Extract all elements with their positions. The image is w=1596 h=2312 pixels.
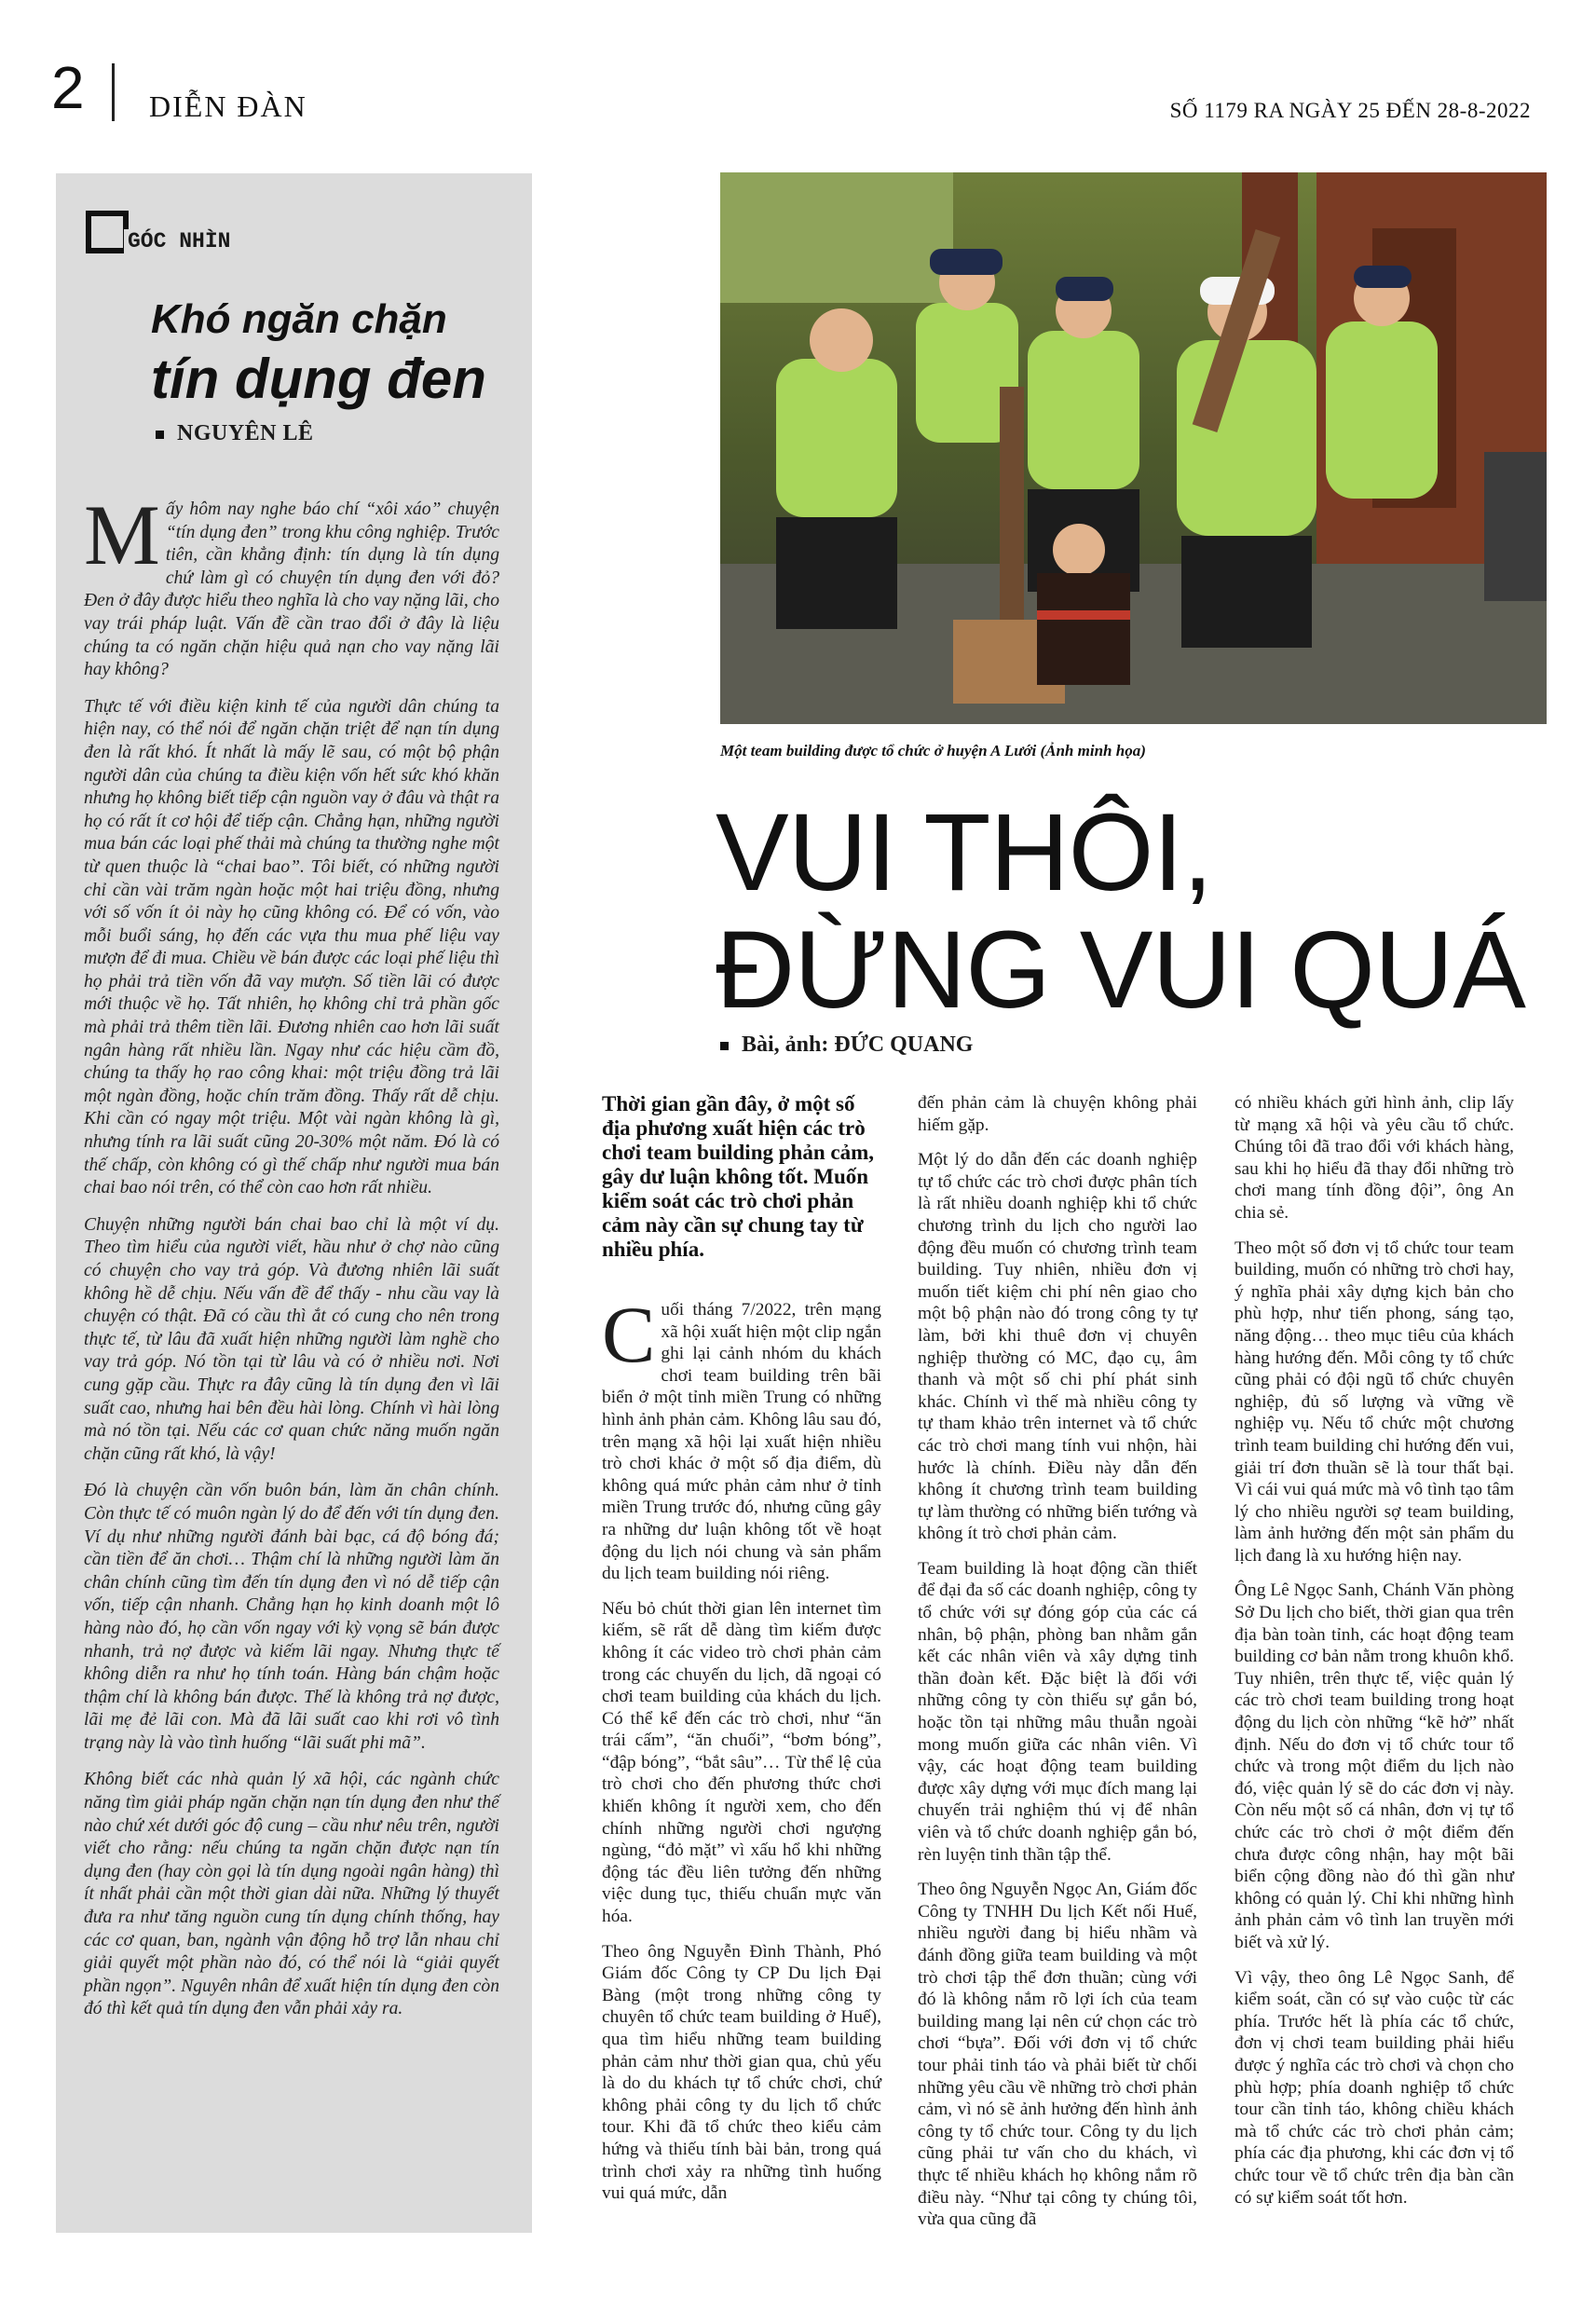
sidebar-paragraph: Không biết các nhà quản lý xã hội, các ngành chức năng tìm giải pháp ngăn chặn nạn tín dụng đen như thế nào chứ xét dưới góc độ cung – cầu như nêu trên, người viết cho rằng: nếu chúng ta ngăn chặn được nạn tín dụng đen (hay còn gọi là tín dụng ngoài ngân hàng) thì ít nhất phải cần một thời gian dài nữa. Những lý thuyết đưa ra như tăng nguồn cung tín dụng chính thống, hay các cơ quan, ban, ngành vận động hỗ trợ lẫn nhau chỉ giải quyết một phần nào đó, có thể nói là “giải quyết phần ngọn”. Nguyên nhân để xuất hiện tín dụng đen còn đó thì kết quả tín dụng đen vẫn phải xảy ra. <box>84 1770 499 2019</box>
sidebar-dropcap: M <box>84 487 160 582</box>
team-building-photo-illustration <box>720 172 1547 724</box>
column-logo-square-icon <box>86 211 129 253</box>
article-column-3 <box>1235 1092 1514 2222</box>
article-dropcap: C <box>602 1290 656 1379</box>
header-divider <box>112 63 115 121</box>
article-paragraph: Theo ông Nguyễn Ngọc An, Giám đốc Công ty TNHH Du lịch Kết nối Huế, nhiều người đang bị hiểu nhầm và đánh đồng giữa team building và một trò chơi tập thể đơn thuần; cùng với đó là không nắm rõ lợi ích của team building mang lại nên cứ chọn các trò chơi “bựa”. Đối với đơn vị tổ chức tour phải tinh táo và phải biết từ chối những yêu cầu về những trò chơi phản cảm, vì nó sẽ ảnh hưởng đến hình ảnh công ty tổ chức tour. Công ty du lịch cũng phải tư vấn cho du khách, vì thực tế nhiều khách họ không nắm rõ điều này. “Như tại công ty chúng tôi, vừa qua cũng đã <box>918 1880 1197 2230</box>
issue-info: SỐ 1179 RA NGÀY 25 ĐẾN 28-8-2022 <box>1169 99 1531 122</box>
article-author: Bài, ảnh: ĐỨC QUANG <box>742 1033 974 1057</box>
article-lead: Thời gian gần đây, ở một số địa phương xuất hiện các trò chơi team building phản cảm, gây dư luận không tốt. Muốn kiểm soát các trò chơi phản cảm này cần sự chung tay từ nhiều phía. <box>602 1092 874 1261</box>
bullet-square-icon <box>156 431 164 439</box>
article-paragraph: Theo một số đơn vị tổ chức tour team building, muốn có những trò chơi hay, ý nghĩa phải xây dựng kịch bản cho phù hợp, như tiến phong, sáng tạo, năng động… theo mục tiêu của khách hàng hướng đến. Mỗi công ty tổ chức cũng phải có đội ngũ tổ chức chuyên nghiệp, đủ số lượng và vững về nghiệp vụ. Nếu tổ chức một chương trình team building chỉ hướng đến vui, giải trí đơn thuần sẽ là tour thất bại. Vì cái vui quá mức mà vô tình tạo tâm lý cho nhiều người sợ team building, làm ảnh hưởng đến một sản phẩm du lịch đang là xu hướng hiện nay. <box>1235 1238 1514 1566</box>
sidebar-paragraph: Đó là chuyện cần vốn buôn bán, làm ăn chân chính. Còn thực tế có muôn ngàn lý do để đến với tín dụng đen. Ví dụ như những người đánh bài bạc, cá độ bóng đá; cần tiền để ăn chơi… Thậm chí là những người làm ăn chân chính cũng tìm đến tín dụng đen vì nó dễ tiếp cận vốn, tiếp cận nhanh. Chẳng hạn họ kinh doanh một lô hàng nào đó, họ cần vốn ngay với kỳ vọng sẽ bán được nhanh, trả nợ được và kiếm lãi ngay. Nhưng thực tế không diễn ra như họ tính toán. Hàng bán chậm hoặc thậm chí là không bán được. Thế là không trả nợ được, lãi mẹ đẻ lãi con. Mà đã lãi suất cao khi rơi vô tình trạng này là vào tình huống “lãi suất phi mã”. <box>84 1481 499 1753</box>
article-paragraph: Nếu bỏ chút thời gian lên internet tìm kiếm, sẽ rất dễ dàng tìm kiếm được không ít các video trò chơi phản cảm trong các chuyến du lịch, dã ngoại có chơi team building của khách du lịch. Có thể kể đến các trò chơi, như “ăn trái cấm”, “ăn chuối”, “bơm bóng”, “đập bóng”, “bắt sâu”… Từ thể lệ của trò chơi cho đến phương thức chơi khiến không ít người xem, cho đến chính những người chơi ngượng ngùng, “đỏ mặt” vì xấu hổ khi những động tác đều liên tưởng đến những việc dung tục, thiếu chuẩn mực văn hóa. <box>602 1598 881 1927</box>
article-byline <box>720 1033 973 1058</box>
headline-line1: VUI THÔI, <box>716 791 1213 914</box>
sidebar-body <box>84 487 499 2035</box>
sidebar-title-line2: tín dụng đen <box>151 348 486 410</box>
article-headline <box>716 791 1525 1032</box>
bullet-square-icon <box>720 1042 729 1050</box>
headline-line2: ĐỪNG VUI QUÁ <box>716 909 1525 1032</box>
sidebar-byline <box>156 421 314 446</box>
sidebar-paragraph: Thực tế với điều kiện kinh tế của người dân chúng ta hiện nay, có thể nói để ngăn chặn triệt để nạn tín dụng đen là rất khó. Ít nhất là mấy lẽ sau, có một bộ phận người dân của chúng ta điều kiện vốn hết sức khó khăn nhưng họ không biết tiếp cận nguồn vay ở đâu và thật ra họ có rất ít cơ hội để tiếp cận. Chẳng hạn, những người mua bán các loại phế thải mà chúng ta thường nghe một từ quen thuộc là “chai bao”. Tôi biết, có những người chỉ cần vài trăm ngàn hoặc một hai triệu đồng, nhưng với số vốn ít ỏi này họ cũng không có. Để có vốn, vào mỗi buổi sáng, họ đến các vựa thu mua phế liệu vay mượn để đi mua. Chiều về bán được các loại phế liệu thì họ phải trả tiền vốn đã vay mượn. Số tiền lãi có được mới thuộc về họ. Tất nhiên, họ không chỉ trả phần gốc mà phải trả thêm tiền lãi. Đương nhiên cao hơn lãi suất ngân hàng rất nhiều lần. Ngay như các hiệu cầm đồ, chúng ta thấy họ rao công khai: một triệu đồng trả lãi một ngàn đồng, hoặc chín trăm đồng. Thấy rất dễ chịu. Khi cần có ngay một triệu. Một vài ngàn không là gì, nhưng tính ra lãi suất cũng 20-30% một năm. Đó là có thế chấp, còn không có gì thế chấp như người mua bán chai bao nói trên, có thể còn cao hơn rất nhiều. <box>84 696 499 1198</box>
article-column-1 <box>602 1092 881 2218</box>
column-label: GÓC NHÌN <box>124 229 230 253</box>
page-number: 2 <box>51 54 85 121</box>
photo-caption: Một team building được tổ chức ở huyện A Lưới (Ảnh minh họa) <box>720 742 1146 759</box>
sidebar-paragraph: Chuyện những người bán chai bao chỉ là một ví dụ. Theo tìm hiểu của người viết, hầu như ở chợ nào cũng có chuyện cho vay trả góp. Và đương nhiên lãi suất không hề dễ chịu. Nếu vấn đề để thấy - nhu cầu vay là chuyện có thật. Đã có cầu thì ắt có cung cho nên trong thực tế, từ lâu đã xuất hiện những người làm nghề cho vay trả góp. Nó tồn tại từ lâu và có ở nhiều nơi. Nơi cung gặp cầu. Thực ra đây cũng là tín dụng đen vì lãi suất cao, nhưng hai bên đều hài lòng. Chính vì hài lòng mà nó tồn tại. Nếu các cơ quan chức năng muốn ngăn chặn cũng rất khó, là vậy! <box>84 1214 499 1464</box>
article-paragraph: đến phản cảm là chuyện không phải hiếm gặp. <box>918 1093 1197 1135</box>
article-photo <box>720 172 1547 724</box>
article-paragraph: Team building là hoạt động cần thiết để đại đa số các doanh nghiệp, công ty tổ chức với sự đóng góp của các cá nhân, bộ phận, phòng ban nhằm gắn kết các nhân viên và xây dựng tinh thần đoàn kết. Đặc biệt là đối với những công ty còn thiếu sự gắn bó, hoặc tồn tại những mâu thuẫn ngoài mong muốn giữa các nhân viên. Vì vậy, các hoạt động team building được xây dựng với mục đích mang lại chuyến trải nghiệm thú vị để nhân viên và tổ chức doanh nghiệp gắn bó, rèn luyện tinh thần tập thể. <box>918 1558 1197 1865</box>
article-paragraph: có nhiều khách gửi hình ảnh, clip lấy từ mạng xã hội và yêu cầu tổ chức. Chúng tôi đã trao đổi với khách hàng, sau khi họ hiểu đã thay đổi những trò chơi mang tính đồng đội”, ông An chia sẻ. <box>1235 1093 1514 1223</box>
sidebar-author: NGUYÊN LÊ <box>177 421 314 445</box>
article-paragraph: Một lý do dẫn đến các doanh nghiệp tự tổ chức các trò chơi được phân tích là rất nhiều doanh nghiệp khi tổ chức chương trình du lịch cho người lao động đều muốn có chương trình team building. Tuy nhiên, nhiều đơn vị muốn tiết kiệm chi phí nên giao cho một bộ phận nào đó trong công ty tự làm, bởi khi thuê đơn vị chuyên nghiệp thường có MC, đạo cụ, âm thanh và một số chi phí phát sinh khác. Chính vì thế mà nhiều công ty tự tham khảo trên internet và tổ chức các trò chơi mang tính vui nhộn, hài hước là chính. Điều này dẫn đến không ít chương trình team building tự làm thường có những biến tướng và không ít trò chơi phản cảm. <box>918 1150 1197 1544</box>
article-paragraph: Ông Lê Ngọc Sanh, Chánh Văn phòng Sở Du lịch cho biết, thời gian qua trên địa bàn toàn tỉnh, các hoạt động team building cơ bản nằm trong khuôn khổ. Tuy nhiên, trên thực tế, việc quản lý các trò chơi team building trong hoạt động du lịch còn những “kẽ hở” nhất định. Nếu do đơn vị tổ chức tour tổ chức và trong một điểm du lịch nào đó, việc quản lý sẽ do các đơn vị này. Còn nếu một số cá nhân, đơn vị tự tổ chức các trò chơi ở một điểm đến chưa được công nhận, hay một bãi biển cộng đồng nào đó thì gần như không có quản lý. Chỉ khi những hình ảnh phản cảm vô tình lan truyền mới biết và xử lý. <box>1235 1580 1514 1952</box>
article-paragraph: Cuối tháng 7/2022, trên mạng xã hội xuất hiện một clip ngắn ghi lại cảnh nhóm du khách chơi team building trên bãi biển ở một tỉnh miền Trung có những hình ảnh phản cảm. Không lâu sau đó, trên mạng xã hội lại xuất hiện nhiều trò chơi khác ở một số địa điểm, dù không quá mức phản cảm như ở tỉnh miền Trung trước đó, nhưng cũng gây ra những dư luận không tốt về hoạt động du lịch nói chung và sản phẩm du lịch team building nói riêng. <box>602 1290 881 1584</box>
article-paragraph: Theo ông Nguyễn Đình Thành, Phó Giám đốc Công ty CP Du lịch Đại Bàng (một trong những công ty chuyên tổ chức team building ở Huế), qua tìm hiểu những team building phản cảm như thời gian qua, chủ yếu là do du khách tự tổ chức chơi, chứ không phải công ty du lịch tổ chức tour. Khi đã tổ chức theo kiểu cảm hứng và thiếu tính bài bản, trong quá trình chơi xảy ra những tình huống vui quá mức, dẫn <box>602 1941 881 2204</box>
sidebar-paragraph: Mấy hôm nay nghe báo chí “xôi xáo” chuyện “tín dụng đen” trong khu công nghiệp. Trước tiên, cần khẳng định: tín dụng là tín dụng chứ làm gì có chuyện tín dụng đen với đỏ? Đen ở đây được hiểu theo nghĩa là cho vay nặng lãi, cho vay trái pháp luật. Vấn đề cần trao đổi ở đây là liệu chúng ta có ngăn chặn hiệu quả nạn cho vay nặng lãi hay không? <box>84 487 499 680</box>
article-paragraph: Vì vậy, theo ông Lê Ngọc Sanh, để kiểm soát, cần có sự vào cuộc từ các phía. Trước hết là phía các tổ chức, đơn vị chơi team building phải hiểu được ý nghĩa các trò chơi và chọn cho phù hợp; phía doanh nghiệp tổ chức tour cần tỉnh táo, không chiều khách mà tổ chức các trò chơi phản cảm; phía các địa phương, khi các đơn vị tổ chức tour về tổ chức trên địa bàn cần có sự kiểm soát tốt hơn. <box>1235 1967 1514 2208</box>
article-column-2 <box>918 1092 1197 2244</box>
section-title: DIỄN ĐÀN <box>149 89 307 123</box>
sidebar-title-line1: Khó ngăn chặn <box>151 296 447 342</box>
